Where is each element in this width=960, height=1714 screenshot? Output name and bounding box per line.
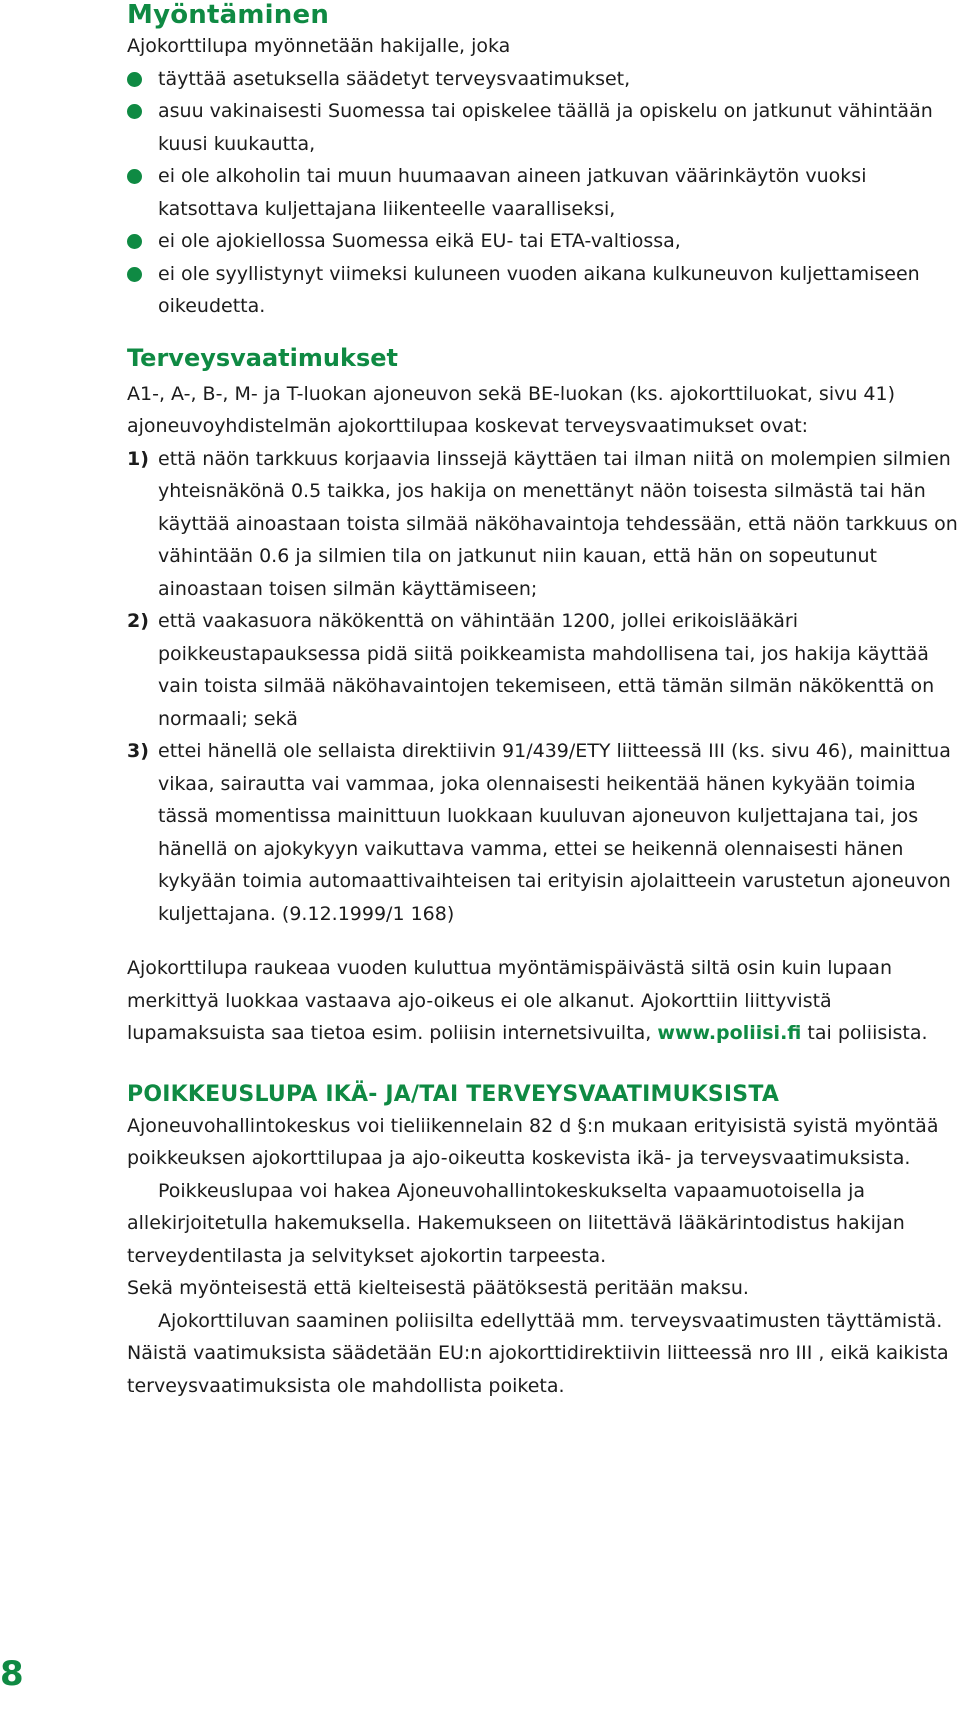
document-page (127, 0, 960, 1402)
bullet-dot-icon (127, 234, 142, 249)
closing-end-text: tai poliisista. (807, 1022, 928, 1044)
section3-paragraph-3: Sekä myönteisestä että kielteisestä päätöksestä peritään maksu. (127, 1277, 749, 1299)
section3-paragraph-1: Ajoneuvohallintokeskus voi tieliikennelain 82 d §:n mukaan erityisistä syistä myöntää poikkeuksen ajokorttilupaa ja ajo-oikeutta koskevista ikä- ja terveysvaatimuksista. (127, 1114, 939, 1169)
item-text: ettei hänellä ole sellaista direktiivin 91/439/ETY liitteessä III (ks. sivu 46), mainittua vikaa, sairautta vai vammaa, joka olennaisesti heikentää hänen kykyään toimia tässä momentissa mainittuun luokkaan kuuluvan ajoneuvon kuljettajana tai, jos hänellä on ajokykyyn vaikuttava vamma, ettei se heikennä olennaisesti hänen kykyään toimia automaattivaihteisen tai erityisin ajolaitteein varustetun ajoneuvon kuljettajana. (9.12.1999/1 168) (158, 740, 951, 925)
section-title-poikkeuslupa: POIKKEUSLUPA IKÄ- JA/TAI TERVEYSVAATIMUKSISTA (127, 1081, 780, 1107)
list-item (127, 225, 960, 258)
section1-intro: Ajokorttilupa myönnetään hakijalle, joka (127, 35, 511, 57)
bullet-text: ei ole ajokiellossa Suomessa eikä EU- tai ETA-valtiossa, (158, 230, 681, 252)
bullet-dot-icon (127, 169, 142, 184)
spacer (127, 930, 960, 952)
closing-text: Ajokorttilupa raukeaa vuoden kuluttua myöntämispäivästä siltä osin kuin lupaan merkittyä luokkaa vastaava ajo-oikeus ei ole alkanut. Ajokorttiin liittyvistä lupamaksuista saa tietoa esim. poliisin internetsivuilta, (127, 957, 892, 1044)
poliisi-link[interactable]: www.poliisi.fi (657, 1022, 802, 1044)
section-title-terveysvaatimukset: Terveysvaatimukset (127, 343, 398, 372)
section3-paragraph-4: Ajokorttiluvan saaminen poliisilta edellyttää mm. terveysvaatimusten täyttämistä. Näistä vaatimuksista säädetään EU:n ajokorttidirektiivin liitteessä nro III , eikä kaikista terveysvaatimuksista ole mahdollista poiketa. (127, 1309, 949, 1397)
bullet-dot-icon (127, 104, 142, 119)
section2-closing-paragraph (127, 952, 960, 1050)
bullet-text: asuu vakinaisesti Suomessa tai opiskelee täällä ja opiskelu on jatkunut vähintään kuusi kuukautta, (158, 100, 933, 155)
item-text: että vaakasuora näkökenttä on vähintään 1200, jollei erikoislääkäri poikkeustapauksessa pidä siitä poikkeamista mahdollisena tai, jos hakija käyttää vain toista silmää näköhavaintojen tekemiseen, että tämän silmän näkökenttä on normaali; sekä (158, 610, 935, 730)
item-number: 2) (127, 610, 149, 632)
list-item (127, 160, 960, 225)
list-item (127, 443, 960, 606)
section-title-myontaminen: Myöntäminen (127, 0, 330, 30)
page-number: 8 (0, 1654, 24, 1694)
list-item (127, 735, 960, 930)
item-number: 3) (127, 740, 149, 762)
bullet-text: ei ole syyllistynyt viimeksi kuluneen vuoden aikana kulkuneuvon kuljettamiseen oikeudetta. (158, 262, 920, 317)
list-item (127, 258, 960, 323)
eligibility-bullet-list (127, 63, 960, 323)
section3-paragraph-2: Poikkeuslupaa voi hakea Ajoneuvohallintokeskukselta vapaamuotoisella ja allekirjoitetulla hakemuksella. Hakemukseen on liitettävä lääkärintodistus hakijan terveydentilasta ja selvitykset ajokortin tarpeesta. (127, 1179, 905, 1267)
bullet-text: täyttää asetuksella säädetyt terveysvaatimukset, (158, 67, 631, 90)
item-number: 1) (127, 447, 149, 470)
bullet-text: ei ole alkoholin tai muun huumaavan aineen jatkuvan väärinkäytön vuoksi katsottava kuljettajana liikenteelle vaaralliseksi, (158, 165, 867, 220)
requirements-numbered-list (127, 443, 960, 931)
section2-intro: A1-, A-, B-, M- ja T-luokan ajoneuvon sekä BE-luokan (ks. ajokorttiluokat, sivu 41) ajoneuvoyhdistelmän ajokorttilupaa koskevat terveysvaatimukset ovat: (127, 382, 896, 437)
list-item (127, 605, 960, 735)
list-item (127, 63, 960, 96)
list-item (127, 95, 960, 160)
bullet-dot-icon (127, 267, 142, 282)
item-text: että näön tarkkuus korjaavia linssejä käyttäen tai ilman niitä on molempien silmien yhteisnäkönä 0.5 taikka, jos hakija on menettänyt näön toisesta silmästä tai hän käyttää ainoastaan toista silmää näköhavaintoja tehdessään, että näön tarkkuus on vähintään 0.6 ja silmien tila on jatkunut niin kauan, että hän on sopeutunut ainoastaan toisen silmän käyttämiseen; (158, 447, 958, 600)
bullet-dot-icon (127, 72, 142, 87)
